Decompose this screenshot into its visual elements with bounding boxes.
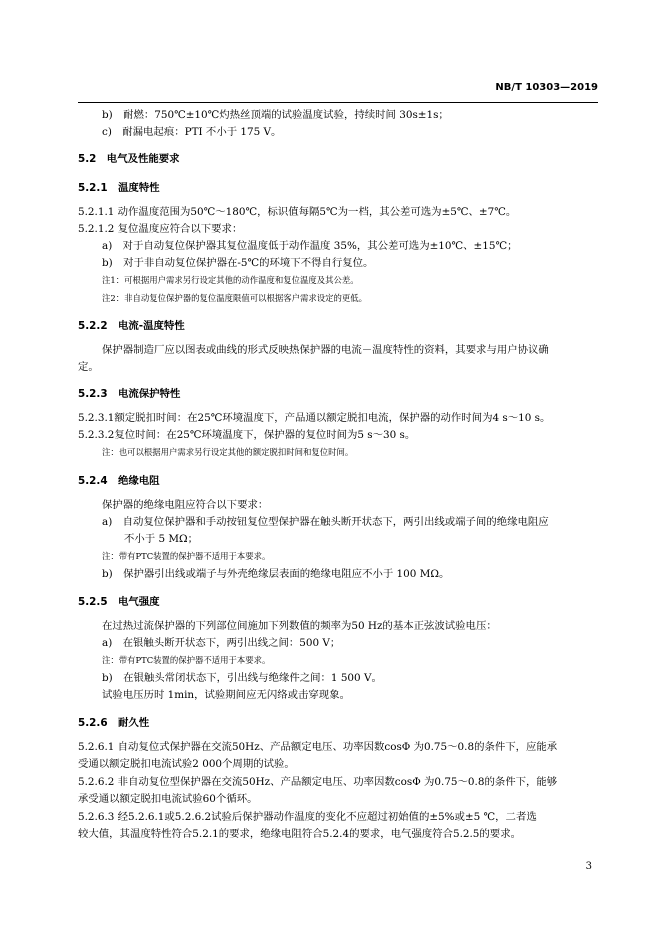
paragraph: 试验电压历时 1min，试验期间应无闪络或击穿现象。: [102, 689, 350, 701]
list-item: 不小于 5 MΩ；: [124, 533, 199, 545]
clause-text: 5.2.3.1额定脱扣时间：在25℃环境温度下，产品通以额定脱扣电流，保护器的动作时间为4 s～10 s。: [78, 412, 551, 424]
list-item: b) 保护器引出线或端子与外壳绝缘层表面的绝缘电阻应不小于 100 MΩ。: [102, 568, 450, 580]
list-item: b) 对于非自动复位保护器在-5℃的环境下不得自行复位。: [102, 257, 374, 269]
note: 注：也可以根据用户需求另行设定其他的额定脱扣时间和复位时间。: [102, 447, 354, 457]
standard-number: NB/T 10303—2019: [495, 82, 598, 93]
section-heading: 5.2.5 电气强度: [78, 596, 160, 608]
header-rule: [78, 102, 598, 103]
clause-text: 5.2.1.1 动作温度范围为50℃～180℃，标识值每隔5℃为一档，其公差可选为±5℃、±7℃。: [78, 206, 517, 218]
list-item: a) 对于自动复位保护器其复位温度低于动作温度 35%，其公差可选为±10℃、±15℃；: [102, 240, 518, 252]
list-item: b) 耐燃：750℃±10℃灼热丝顶端的试验温度试验，持续时间 30s±1s；: [102, 109, 449, 121]
paragraph: 保护器的绝缘电阻应符合以下要求：: [102, 499, 269, 511]
clause-text: 5.2.1.2 复位温度应符合以下要求：: [78, 223, 243, 235]
section-heading: 5.2.6 耐久性: [78, 717, 150, 729]
list-item: b) 在银触头常闭状态下，引出线与绝缘件之间：1 500 V。: [102, 672, 382, 684]
section-heading: 5.2.3 电流保护特性: [78, 388, 181, 400]
clause-text: 5.2.6.2 非自动复位型保护器在交流50Hz、产品额定电压、功率因数cosΦ 为0.75～0.8的条件下，能够: [78, 776, 558, 788]
section-heading: 5.2.2 电流-温度特性: [78, 320, 185, 332]
clause-text: 5.2.3.2复位时间：在25℃环境温度下，保护器的复位时间为5 s～30 s。: [78, 429, 416, 441]
clause-text: 受通以额定脱扣电流试验2 000个周期的试验。: [78, 758, 295, 770]
section-heading: 5.2.4 绝缘电阻: [78, 475, 160, 487]
note: 注：带有PTC装置的保护器不适用于本要求。: [102, 655, 271, 665]
note: 注2：非自动复位保护器的复位温度限值可以根据客户需求设定的更低。: [102, 293, 367, 303]
clause-text: 承受通以额定脱扣电流试验60个循环。: [78, 793, 258, 805]
paragraph: 保护器制造厂应以图表或曲线的形式反映热保护器的电流－温度特性的资料，其要求与用户协议确: [102, 344, 549, 356]
note: 注1：可根据用户需求另行设定其他的动作温度和复位温度及其公差。: [102, 275, 359, 285]
list-item: a) 自动复位保护器和手动按钮复位型保护器在触头断开状态下，两引出线或端子间的绝缘电阻应: [102, 516, 549, 528]
section-heading: 5.2.1 温度特性: [78, 182, 160, 194]
clause-text: 5.2.6.1 自动复位式保护器在交流50Hz、产品额定电压、功率因数cosΦ 为0.75～0.8的条件下，应能承: [78, 741, 558, 753]
page-number: 3: [585, 861, 592, 872]
note: 注：带有PTC装置的保护器不适用于本要求。: [102, 551, 271, 561]
clause-text: 较大值，其温度特性符合5.2.1的要求，绝缘电阻符合5.2.4的要求，电气强度符合5.2.5的要求。: [78, 828, 521, 840]
clause-text: 5.2.6.3 经5.2.6.1或5.2.6.2试验后保护器动作温度的变化不应超过初始值的±5%或±5 ℃，二者选: [78, 811, 537, 823]
paragraph: 定。: [78, 361, 99, 373]
paragraph: 在过热过流保护器的下列部位间施加下列数值的频率为50 Hz的基本正弦波试验电压：: [102, 620, 497, 632]
list-item: a) 在银触头断开状态下，两引出线之间：500 V；: [102, 637, 341, 649]
section-heading: 5.2 电气及性能要求: [78, 153, 180, 165]
list-item: c) 耐漏电起痕：PTI 不小于 175 V。: [102, 126, 282, 138]
